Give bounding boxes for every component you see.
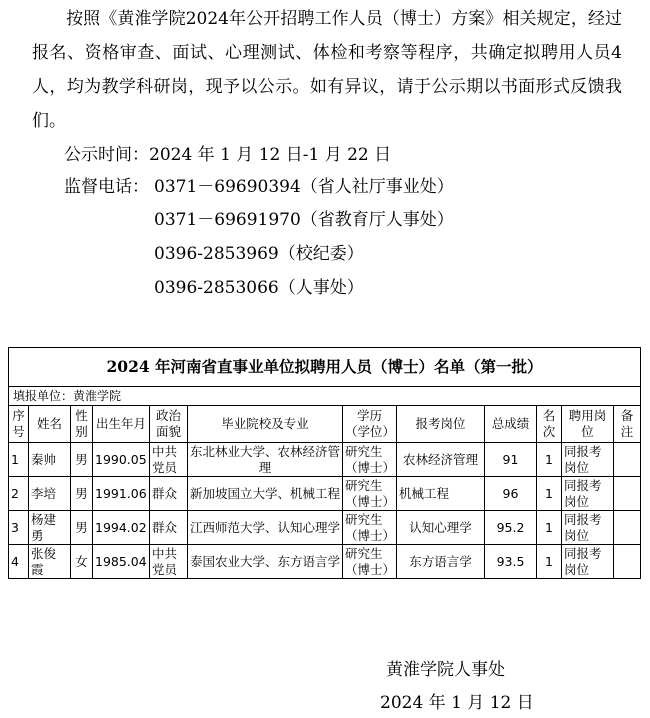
cell-position: 农林经济管理: [397, 443, 485, 477]
signature-org: 黄淮学院人事处: [386, 660, 505, 680]
cell-school-major: 江西师范大学、认知心理学: [188, 511, 343, 545]
header-cell: 性别: [71, 406, 93, 443]
cell-birth: 1994.02: [93, 511, 150, 545]
table-row: [9, 477, 641, 511]
header-cell: 序号: [9, 406, 29, 443]
cell-name: 杨建勇: [29, 511, 71, 545]
candidate-table: [8, 347, 641, 579]
cell-score: 91: [485, 443, 537, 477]
cell-position: 认知心理学: [397, 511, 485, 545]
cell-score: 93.5: [485, 545, 537, 579]
header-cell: 备注: [614, 406, 641, 443]
cell-degree: 研究生（博士）: [343, 511, 397, 545]
announcement-text: 按照《黄淮学院2024年公开招聘工作人员（博士）方案》相关规定，经过报名、资格审查、面试、心理测试、体检和考察等程序，共确定拟聘用人员4人，均为教学科研岗，现予以公示。如有异议，请于公示期以书面形式反馈我们。: [32, 9, 622, 131]
cell-school-major: 东北林业大学、农林经济管理: [188, 443, 343, 477]
period-label: 公示时间：: [64, 145, 149, 165]
cell-birth: 1990.05: [93, 443, 150, 477]
cell-hired-position: 同报考岗位: [562, 511, 614, 545]
phone-line: 0371－69690394（省人社厅事业处）: [154, 177, 454, 197]
cell-political: 中共党员: [150, 443, 188, 477]
publicity-period: [64, 138, 391, 172]
cell-name: 李培: [29, 477, 71, 511]
cell-position: 机械工程: [397, 477, 485, 511]
cell-name: 张俊霞: [29, 545, 71, 579]
period-value: 2024 年 1 月 12 日-1 月 22 日: [149, 145, 392, 165]
supervision-phone-label: 监督电话：: [64, 177, 149, 197]
cell-name: 秦帅: [29, 443, 71, 477]
table-row: [9, 511, 641, 545]
cell-rank: 1: [537, 477, 562, 511]
cell-birth: 1985.04: [93, 545, 150, 579]
cell-score: 95.2: [485, 511, 537, 545]
table-row: [9, 545, 641, 579]
cell-hired-position: 同报考岗位: [562, 545, 614, 579]
cell-gender: 男: [71, 477, 93, 511]
cell-index: 1: [9, 443, 29, 477]
reporting-unit: 填报单位：黄淮学院: [9, 387, 641, 406]
cell-index: 2: [9, 477, 29, 511]
cell-hired-position: 同报考岗位: [562, 477, 614, 511]
cell-index: 3: [9, 511, 29, 545]
table-header-row: [9, 406, 641, 443]
header-cell: 毕业院校及专业: [188, 406, 343, 443]
phone-line: 0371－69691970（省教育厅人事处）: [154, 210, 454, 230]
phone-line: 0396-2853969（校纪委）: [154, 244, 364, 264]
cell-rank: 1: [537, 443, 562, 477]
header-cell: 名次: [537, 406, 562, 443]
header-cell: 报考岗位: [397, 406, 485, 443]
cell-index: 4: [9, 545, 29, 579]
cell-political: 中共党员: [150, 545, 188, 579]
cell-remark: [614, 545, 641, 579]
header-cell: 总成绩: [485, 406, 537, 443]
cell-political: 群众: [150, 477, 188, 511]
cell-political: 群众: [150, 511, 188, 545]
cell-remark: [614, 511, 641, 545]
header-cell: 学历（学位）: [343, 406, 397, 443]
header-cell: 姓名: [29, 406, 71, 443]
cell-gender: 男: [71, 443, 93, 477]
header-cell: 政治面貌: [150, 406, 188, 443]
signature-date: 2024 年 1 月 12 日: [380, 693, 534, 713]
cell-degree: 研究生（博士）: [343, 477, 397, 511]
cell-gender: 女: [71, 545, 93, 579]
announcement-paragraph: [32, 2, 622, 138]
cell-school-major: 新加坡国立大学、机械工程: [188, 477, 343, 511]
table-row: [9, 443, 641, 477]
cell-degree: 研究生（博士）: [343, 443, 397, 477]
cell-hired-position: 同报考岗位: [562, 443, 614, 477]
cell-birth: 1991.06: [93, 477, 150, 511]
header-cell: 出生年月: [93, 406, 150, 443]
cell-degree: 研究生（博士）: [343, 545, 397, 579]
phone-line: 0396-2853066（人事处）: [154, 278, 364, 298]
cell-position: 东方语言学: [397, 545, 485, 579]
cell-remark: [614, 443, 641, 477]
cell-school-major: 泰国农业大学、东方语言学: [188, 545, 343, 579]
cell-score: 96: [485, 477, 537, 511]
cell-rank: 1: [537, 511, 562, 545]
cell-rank: 1: [537, 545, 562, 579]
header-cell: 聘用岗位: [562, 406, 614, 443]
cell-remark: [614, 477, 641, 511]
cell-gender: 男: [71, 511, 93, 545]
table-title: 2024 年河南省直事业单位拟聘用人员（博士）名单（第一批）: [9, 348, 641, 387]
candidate-table-wrapper: [8, 347, 640, 579]
